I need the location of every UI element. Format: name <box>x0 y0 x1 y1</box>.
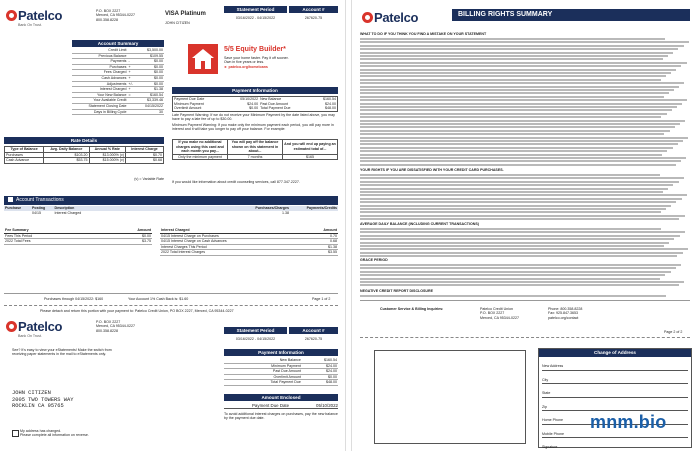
minpay-cell: $165 <box>283 154 338 160</box>
fine-print-line <box>360 143 678 145</box>
fee-cell: Fees This Period <box>5 233 33 238</box>
coupon-issuer-address: P.O. BOX 2227 Merced, CA 95344-0227 800.358.8228 <box>96 320 135 333</box>
summary-value: $1.38 <box>154 87 163 92</box>
coupon-value: $0.00 <box>328 374 337 379</box>
expand-icon <box>8 197 13 202</box>
billing-tear-line <box>360 337 690 338</box>
interest-cell: 0.70 <box>330 233 337 238</box>
card-name: VISA Platinum <box>165 11 206 17</box>
fine-print-line <box>360 295 666 297</box>
fee-summary-table <box>4 228 152 245</box>
fine-print-line <box>360 177 684 179</box>
fine-print-line <box>360 154 662 156</box>
fine-print-line <box>360 38 665 40</box>
change-address-field[interactable] <box>542 357 688 371</box>
interest-header: Interest Charged <box>161 228 190 232</box>
billing-patelco-logo: Patelco <box>362 10 418 25</box>
fine-print-line <box>360 160 681 162</box>
payment-value: $24.00 <box>247 101 259 106</box>
fine-print-line <box>360 48 678 50</box>
fine-print-line <box>360 274 665 276</box>
coupon-logo-tagline: Bank On Trust. <box>18 334 42 338</box>
fine-print-line <box>360 194 687 196</box>
fine-print-line <box>360 72 671 74</box>
fine-print-line <box>360 86 679 88</box>
due-date-value: 05/10/2022 <box>316 403 338 408</box>
coupon-value: $160.54 <box>324 358 337 362</box>
rate-cell: $103.20 <box>44 152 89 158</box>
change-address-field-label: State <box>542 391 551 396</box>
interest-cell: 04/15 Interest Charge on Purchases <box>161 233 219 238</box>
payment-label: Total Payment Due <box>260 106 291 111</box>
fine-print-line <box>360 255 677 257</box>
summary-value: $0.00 <box>154 75 163 80</box>
interest-cell: 04/15 Interest Charge on Cash Advances <box>161 239 227 244</box>
fine-print-line <box>360 267 676 269</box>
fine-print-line <box>360 45 684 47</box>
interest-charged-table <box>160 228 338 256</box>
promo-title: 5/5 Equity Builder* <box>224 46 286 53</box>
interest-cell: 2022 Total Interest Charges <box>161 250 206 255</box>
coupon-interest-note: To avoid additional interest charges on purchases, pay the new balance by the payment due date. <box>224 412 338 421</box>
change-address-field[interactable] <box>542 371 688 385</box>
coupon-label: Minimum Payment <box>271 363 301 368</box>
summary-value: 04/15/2022 <box>145 103 163 108</box>
interest-cell: 0.68 <box>330 239 337 244</box>
summary-label: Fees Charged <box>103 70 127 75</box>
rate-column-header: Interest Charge <box>125 147 163 153</box>
summary-sign: + <box>128 70 131 75</box>
fine-print-line <box>360 228 661 230</box>
fine-print-line <box>360 211 661 213</box>
watermark: mnm.bio <box>590 412 667 432</box>
mistake-heading: WHAT TO DO IF YOU THINK YOU FIND A MISTAKE ON YOUR STATEMENT <box>360 32 487 36</box>
minpay-cell: Only the minimum payment <box>173 154 228 160</box>
transaction-column-header: Description <box>54 206 75 210</box>
fine-print-line <box>360 123 680 125</box>
summary-sign: + <box>128 64 131 69</box>
coupon-value: $48.00 <box>326 380 337 385</box>
minimum-payment-table <box>172 139 338 160</box>
dissatisfied-heading: YOUR RIGHTS IF YOU ARE DISSATISFIED WITH YOUR CREDIT CARD PURCHASES. <box>360 168 504 172</box>
summary-label: Adjustments <box>106 81 127 86</box>
summary-value: $109.55 <box>150 53 163 58</box>
summary-label: Cash Advances <box>101 75 127 80</box>
fee-cell: $0.00 <box>142 233 151 238</box>
transaction-column-header: Purchases/Charges <box>255 206 289 210</box>
change-of-address-form <box>538 348 692 448</box>
summary-label: Purchases <box>109 64 127 69</box>
payment-value: $160.54 <box>323 97 336 101</box>
account-number-header: Account # <box>289 6 338 13</box>
change-address-field[interactable] <box>542 438 688 451</box>
billing-page-number: Page 2 of 2 <box>664 330 683 334</box>
variable-rate-footnote: (v) = Variable Rate <box>134 177 164 181</box>
amount-enclosed-field[interactable] <box>224 403 338 409</box>
summary-value: $0.00 <box>154 81 163 86</box>
fine-print-line <box>360 133 664 135</box>
address-changed-label: My address has changed. Please complete all information on reverse. <box>20 429 89 438</box>
rate-cell: $13.000% (v) <box>89 152 125 158</box>
account-number-value: 267620-75 <box>304 16 323 20</box>
fee-cell: $3.75 <box>142 239 151 244</box>
fine-print-line <box>360 238 674 240</box>
fine-print-line <box>360 89 674 91</box>
transaction-column-header: Payments/Credits <box>306 206 337 210</box>
account-summary-table <box>72 48 164 115</box>
fine-print-line <box>360 184 673 186</box>
coupon-account-header: Account # <box>289 327 338 334</box>
change-address-field[interactable] <box>542 398 688 412</box>
fine-print-line <box>360 41 689 43</box>
fine-print-line <box>360 96 664 98</box>
late-payment-warning: Late Payment Warning: If we do not receive your Minimum Payment by the date listed above, you may have to pay a late fee of up to $30.00. <box>172 113 335 122</box>
fee-header: Amount <box>137 228 151 232</box>
ebill-promo-text: See? It's easy to view your eStatements! Make the switch from receiving paper statements in the mail to eStatements only. <box>12 348 112 357</box>
rate-column-header: Annual % Rate <box>89 147 125 153</box>
fine-print-line <box>360 252 683 254</box>
amount-enclosed-header: Amount Enclosed <box>224 394 338 401</box>
payment-label: New Balance <box>260 97 282 101</box>
fee-row <box>4 239 152 245</box>
summary-label: Your New Balance <box>97 92 127 97</box>
house-icon <box>188 44 218 74</box>
summary-sign: +/- <box>128 81 133 86</box>
fine-print-line <box>360 271 671 273</box>
change-of-address-header: Change of Address <box>539 349 691 357</box>
service-contact: Phone: 800.358.8228 Fax: 925.847.3653 patelco.org/contact <box>548 307 583 320</box>
fine-print-line <box>360 281 684 283</box>
fine-print-line <box>360 150 667 152</box>
rate-cell: $15.000% (v) <box>89 158 125 164</box>
blank-panel <box>374 350 526 444</box>
fine-print-line <box>360 188 668 190</box>
change-address-field-label: Home Phone <box>542 418 563 423</box>
fine-print-line <box>360 205 671 207</box>
fine-print-line <box>360 99 687 101</box>
payment-label: Overlimit Amount <box>174 106 202 111</box>
summary-sign: + <box>128 75 131 80</box>
fine-print-line <box>360 201 676 203</box>
coupon-payment-table <box>224 358 338 386</box>
fine-print-line <box>360 69 676 71</box>
rate-column-header: Type of Balance <box>5 147 44 153</box>
fine-print-line <box>360 126 675 128</box>
fine-print-line <box>360 106 677 108</box>
transaction-column-header: Posting <box>31 206 46 210</box>
transaction-column-header: Purchase <box>5 206 22 210</box>
fine-print-line <box>360 191 663 193</box>
promo-subtitle: Save your home faster. Pay it off sooner. <box>224 56 289 60</box>
transaction-cell: 1.38 <box>281 210 289 215</box>
coupon-value: $24.00 <box>326 369 337 374</box>
transaction-cell: Interest Charged <box>54 210 82 215</box>
summary-value: $3,500.00 <box>147 48 163 52</box>
patelco-logo-icon <box>6 10 17 21</box>
billing-rights-title: BILLING RIGHTS SUMMARY <box>452 9 690 21</box>
interest-header: Amount <box>323 228 337 232</box>
payment-info-header: Payment Information <box>172 87 338 94</box>
logo-tagline: Bank On Trust. <box>18 23 42 27</box>
summary-sign: + <box>128 87 131 92</box>
interest-row <box>160 250 338 256</box>
coupon-value: $24.00 <box>326 363 337 368</box>
mailing-address: JOHN CITIZEN 2005 TWO TOWERS WAY ROCKLIN CA 95765 <box>12 390 74 410</box>
fine-print-line <box>360 157 686 159</box>
counseling-note: If you would like information about credit counseling services, call 877.347.2227. <box>172 180 300 184</box>
fine-print-line <box>360 215 685 217</box>
average-daily-balance-heading: AVERAGE DAILY BALANCE (INCLUDING CURRENT TRANSACTIONS) <box>360 222 479 226</box>
summary-label: Interest Charged <box>99 87 127 92</box>
fine-print-line <box>360 174 660 176</box>
service-label: Customer Service & Billing Inquiries: <box>380 307 444 311</box>
change-address-field-label: New Address <box>542 364 564 369</box>
minpay-row <box>173 154 338 160</box>
summary-label: Statement Closing Date <box>88 103 127 108</box>
coupon-label: Past Due Amount <box>272 369 301 374</box>
rate-cell: Cash Advance <box>5 158 44 164</box>
interest-cell: $1.38 <box>328 244 337 249</box>
page-number: Page 1 of 2 <box>312 297 331 301</box>
fine-print-line <box>360 52 673 54</box>
summary-value: $0.00 <box>154 64 163 69</box>
minpay-cell: 7 months <box>228 154 283 160</box>
statement-page <box>0 0 346 451</box>
issuer-address: P.O. BOX 2227 Merced, CA 95344-0227 800.358.8228 <box>96 9 135 22</box>
fine-print-line <box>360 55 668 57</box>
fine-print-line <box>360 140 683 142</box>
due-date-label: Payment Due Date <box>252 403 290 408</box>
transactions-header: Account Transactions <box>4 196 338 205</box>
interest-cell: Interest Charges This Period <box>161 244 207 249</box>
fine-print-line <box>360 58 663 60</box>
coupon-logo-icon <box>6 321 17 332</box>
coupon-label: Total Payment Due <box>270 380 301 385</box>
summary-value: $3,339.46 <box>147 98 163 103</box>
fine-print-line <box>360 264 681 266</box>
statement-period-value: 03/16/2022 - 04/15/2022 <box>235 16 276 20</box>
minpay-header: If you make no additional charges using this card and each month you pay... <box>173 140 228 155</box>
fine-print-line <box>360 147 673 149</box>
fine-print-line <box>360 164 676 166</box>
negative-credit-heading: NEGATIVE CREDIT REPORT DISCLOSURE <box>360 289 434 293</box>
transaction-cell <box>290 211 338 216</box>
summary-label: Previous Balance <box>98 53 127 58</box>
coupon-period-value: 03/16/2022 - 04/15/2022 <box>235 337 276 341</box>
rate-column-header: Avg. Daily Balance <box>44 147 89 153</box>
transaction-cell: 04/15 <box>31 210 41 215</box>
payment-value: $24.00 <box>325 101 336 106</box>
fee-cell: 2022 Total Fees <box>5 239 31 244</box>
change-address-field-label: Signature <box>542 445 558 450</box>
fine-print-line <box>360 62 687 64</box>
cardholder-name: JOHN CITIZEN <box>165 21 190 25</box>
rate-cell: Purchases <box>5 152 44 158</box>
cash-back-note: Your Account 1% Cash Back is: $1.60 <box>128 297 189 301</box>
fine-print-line <box>360 82 684 84</box>
coupon-label: Overlimit Amount <box>273 374 301 379</box>
transaction-row <box>4 211 338 216</box>
change-address-field-label: Zip <box>542 404 547 409</box>
rate-cell: $0.70 <box>125 152 163 158</box>
fine-print-line <box>360 231 685 233</box>
fine-print-line <box>360 109 672 111</box>
fine-print-line <box>360 284 679 286</box>
rate-row <box>5 158 164 164</box>
payment-label: Payment Due Date <box>174 97 205 101</box>
summary-label: Days in Billing Cycle <box>93 109 127 114</box>
grace-period-heading: GRACE PERIOD <box>360 258 388 262</box>
coupon-patelco-logo: Patelco <box>6 319 62 334</box>
fine-print-line <box>360 116 661 118</box>
coupon-payment-header: Payment Information <box>224 349 338 356</box>
minpay-header: You will pay off the balance shown on this statement in about... <box>228 140 283 155</box>
rate-details-table <box>4 146 164 164</box>
fine-print-line <box>360 65 681 67</box>
summary-label: Payments <box>110 59 127 64</box>
payment-value: $0.00 <box>249 106 259 111</box>
change-address-field-label: Mobile Phone <box>542 431 564 436</box>
payment-value: $48.00 <box>325 106 336 111</box>
account-summary-header: Account Summary <box>72 40 164 47</box>
statement-period-header: Statement Period <box>224 6 287 13</box>
payment-row <box>173 106 338 111</box>
change-address-field-label: City <box>542 377 549 382</box>
fine-print-line <box>360 137 688 139</box>
fee-header: Fee Summary <box>5 228 29 232</box>
coupon-period-header: Statement Period <box>224 327 287 334</box>
rate-cell: $53.75 <box>44 158 89 164</box>
promo-subtitle-2: Own in five years or less. <box>224 60 265 64</box>
address-changed-checkbox[interactable] <box>12 430 19 437</box>
billing-rights-page <box>351 0 696 451</box>
summary-sign: - <box>128 59 130 64</box>
rate-cell: $0.68 <box>125 158 163 164</box>
patelco-logo: Patelco <box>6 8 62 23</box>
fine-print-line <box>360 103 682 105</box>
fine-print-line <box>360 218 679 220</box>
summary-label: Credit Limit <box>108 48 127 52</box>
summary-sign: = <box>128 92 131 97</box>
minimum-payment-warning: Minimum Payment Warning: If you make only the minimum payment each period, you will pay more in interest and it will take you longer to pay off your balance. For example: <box>172 123 334 132</box>
payment-label: Minimum Payment <box>174 101 204 106</box>
fine-print-line <box>360 278 660 280</box>
promo-link[interactable]: ► patelco.org/homeloans <box>224 65 268 69</box>
promo-banner[interactable] <box>188 42 338 82</box>
coupon-payment-row <box>224 380 338 386</box>
rate-details-header: Rate Details <box>4 137 164 144</box>
tear-line <box>4 305 338 306</box>
coupon-account-value: 267620-75 <box>304 337 323 341</box>
summary-label: Your Available Credit <box>93 98 127 103</box>
fine-print-line <box>360 130 670 132</box>
fine-print-line <box>360 242 669 244</box>
payment-value: 05/10/2022 <box>240 97 259 101</box>
fine-print-line <box>360 181 679 183</box>
fine-print-line <box>360 235 680 237</box>
service-address: Patelco Credit Union P.O. BOX 2227 Merced, CA 95344-0227 <box>480 307 519 320</box>
summary-sign <box>127 109 136 115</box>
transaction-cell <box>4 211 31 216</box>
purchases-through-note: Purchases through 04/15/2022: $160 <box>44 297 104 301</box>
billing-logo-icon <box>362 12 373 23</box>
summary-value: $160.54 <box>150 92 163 97</box>
coupon-label: New Balance <box>279 358 301 362</box>
coupon-instructions: Please detach and return this portion with your payment to: Patelco Credit Union, PO BOX 2227, Merced, CA 95344-0227 <box>40 309 234 313</box>
fine-print-line <box>360 113 667 115</box>
summary-value: $0.00 <box>154 59 163 64</box>
minpay-header: And you will end up paying an estimated total of... <box>283 140 338 155</box>
fine-print-line <box>360 245 664 247</box>
payment-label: Past Due Amount <box>260 101 289 106</box>
payment-info-table <box>172 96 338 112</box>
summary-value: $0.00 <box>154 70 163 75</box>
summary-row <box>72 109 164 115</box>
fine-print-line <box>360 120 685 122</box>
fine-print-line <box>360 208 666 210</box>
change-address-field[interactable] <box>542 384 688 398</box>
fine-print-line <box>360 198 682 200</box>
fine-print-line <box>360 92 669 94</box>
fine-print-line <box>360 75 666 77</box>
transactions-table <box>4 206 338 215</box>
summary-value: 30 <box>159 109 163 114</box>
fine-print-line <box>360 79 661 81</box>
interest-cell: $3.55 <box>328 250 337 255</box>
fine-print-line <box>360 248 688 250</box>
